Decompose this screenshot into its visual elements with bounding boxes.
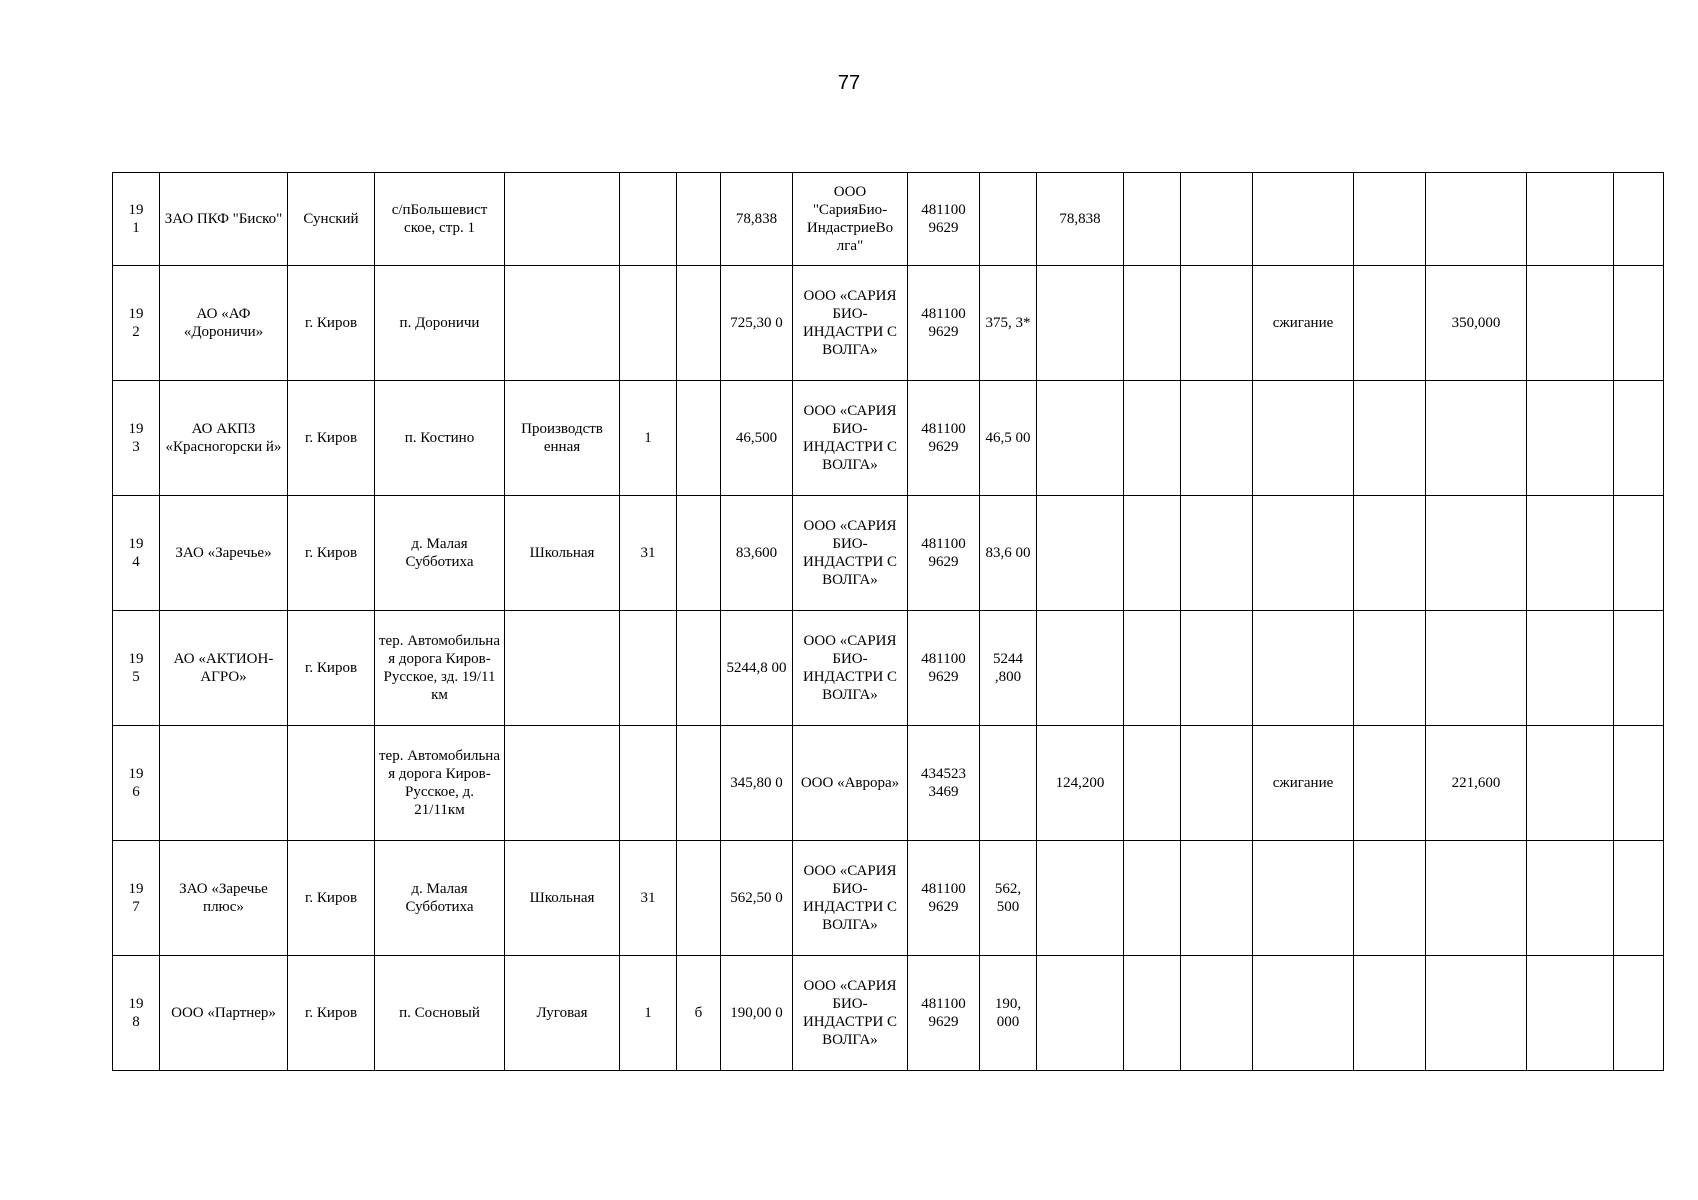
table-cell xyxy=(1426,956,1527,1071)
table-cell xyxy=(1527,841,1614,956)
table-cell xyxy=(1181,956,1253,1071)
table-cell xyxy=(1426,173,1527,266)
registry-table xyxy=(112,172,1664,1071)
table-cell: п. Дороничи xyxy=(375,266,505,381)
table-cell xyxy=(1354,611,1426,726)
table-cell xyxy=(1181,726,1253,841)
table-cell xyxy=(1614,266,1664,381)
table-cell: 481100 9629 xyxy=(908,496,980,611)
table-cell: сжигание xyxy=(1253,726,1354,841)
table-cell xyxy=(1124,173,1181,266)
table-cell xyxy=(1426,611,1527,726)
table-cell: ЗАО «Заречье» xyxy=(160,496,288,611)
page-number: 77 xyxy=(837,72,861,94)
table-row xyxy=(113,496,1664,611)
table-cell: АО «АКТИОН-АГРО» xyxy=(160,611,288,726)
table-cell: 31 xyxy=(620,841,677,956)
table-cell: ЗАО «Заречье плюс» xyxy=(160,841,288,956)
table-cell: 19 2 xyxy=(113,266,160,381)
table-body xyxy=(113,173,1664,1071)
table-cell xyxy=(1614,381,1664,496)
table-cell: с/пБольшевист ское, стр. 1 xyxy=(375,173,505,266)
table-cell: 562,50 0 xyxy=(721,841,793,956)
table-cell xyxy=(1354,956,1426,1071)
table-cell: д. Малая Субботиха xyxy=(375,496,505,611)
table-cell xyxy=(1354,266,1426,381)
table-cell xyxy=(677,266,721,381)
table-cell: ООО «Партнер» xyxy=(160,956,288,1071)
table-cell xyxy=(505,726,620,841)
table-cell xyxy=(1614,496,1664,611)
table-cell: г. Киров xyxy=(288,496,375,611)
table-cell: 562, 500 xyxy=(980,841,1037,956)
table-cell xyxy=(1124,496,1181,611)
table-cell: Луговая xyxy=(505,956,620,1071)
table-cell: д. Малая Субботиха xyxy=(375,841,505,956)
table-cell xyxy=(677,496,721,611)
table-cell xyxy=(1181,266,1253,381)
table-cell xyxy=(1037,496,1124,611)
table-cell: б xyxy=(677,956,721,1071)
table-cell xyxy=(1426,496,1527,611)
table-cell xyxy=(1354,841,1426,956)
table-cell: 350,000 xyxy=(1426,266,1527,381)
table-cell: 5244 ,800 xyxy=(980,611,1037,726)
table-cell xyxy=(1354,173,1426,266)
table-cell xyxy=(1181,173,1253,266)
table-cell: 481100 9629 xyxy=(908,173,980,266)
table-row xyxy=(113,173,1664,266)
table-cell xyxy=(677,841,721,956)
table-cell xyxy=(1527,496,1614,611)
table-cell: 19 5 xyxy=(113,611,160,726)
table-cell xyxy=(620,266,677,381)
table-cell xyxy=(1037,611,1124,726)
table-cell xyxy=(1181,841,1253,956)
table-cell: ООО «САРИЯ БИО-ИНДАСТРИ С ВОЛГА» xyxy=(793,266,908,381)
table-cell: 78,838 xyxy=(1037,173,1124,266)
table-row xyxy=(113,611,1664,726)
table-cell: 190,00 0 xyxy=(721,956,793,1071)
table-cell: тер. Автомобильна я дорога Киров-Русское, д. 21/11км xyxy=(375,726,505,841)
table-cell xyxy=(288,726,375,841)
table-cell: 31 xyxy=(620,496,677,611)
table-cell: Школьная xyxy=(505,496,620,611)
table-cell: 725,30 0 xyxy=(721,266,793,381)
table-cell: 1 xyxy=(620,956,677,1071)
table-cell: 221,600 xyxy=(1426,726,1527,841)
table-cell: 481100 9629 xyxy=(908,381,980,496)
table-cell: 190, 000 xyxy=(980,956,1037,1071)
table-cell xyxy=(1527,611,1614,726)
table-cell: Сунский xyxy=(288,173,375,266)
table-cell: 434523 3469 xyxy=(908,726,980,841)
table-cell xyxy=(1037,841,1124,956)
table-cell xyxy=(505,266,620,381)
table-cell xyxy=(1527,726,1614,841)
table-cell: г. Киров xyxy=(288,266,375,381)
table-cell: ООО «САРИЯ БИО-ИНДАСТРИ С ВОЛГА» xyxy=(793,611,908,726)
table-cell xyxy=(620,611,677,726)
table-cell xyxy=(1253,381,1354,496)
table-row xyxy=(113,956,1664,1071)
table-cell: ООО «САРИЯ БИО-ИНДАСТРИ С ВОЛГА» xyxy=(793,496,908,611)
table-cell xyxy=(1527,266,1614,381)
table-cell xyxy=(1124,956,1181,1071)
table-cell: г. Киров xyxy=(288,956,375,1071)
table-cell xyxy=(980,173,1037,266)
table-cell xyxy=(1124,611,1181,726)
table-cell xyxy=(677,381,721,496)
table-cell xyxy=(620,173,677,266)
table-cell: 19 3 xyxy=(113,381,160,496)
table-cell xyxy=(1181,381,1253,496)
table-cell: г. Киров xyxy=(288,611,375,726)
table-cell xyxy=(1037,956,1124,1071)
table-cell: ООО «САРИЯ БИО-ИНДАСТРИ С ВОЛГА» xyxy=(793,381,908,496)
table-cell: сжигание xyxy=(1253,266,1354,381)
table-cell xyxy=(1614,956,1664,1071)
table-cell: АО АКПЗ «Красногорски й» xyxy=(160,381,288,496)
table-cell: 19 8 xyxy=(113,956,160,1071)
table-cell xyxy=(1124,726,1181,841)
table-cell xyxy=(1426,841,1527,956)
table-cell xyxy=(1253,956,1354,1071)
table-cell xyxy=(677,611,721,726)
table-row xyxy=(113,841,1664,956)
table-row xyxy=(113,726,1664,841)
table-cell: 19 4 xyxy=(113,496,160,611)
table-cell xyxy=(160,726,288,841)
table-cell xyxy=(1527,173,1614,266)
table-cell xyxy=(1527,956,1614,1071)
table-cell xyxy=(1614,841,1664,956)
table-cell: АО «АФ «Дороничи» xyxy=(160,266,288,381)
table-cell: ООО «Аврора» xyxy=(793,726,908,841)
table-cell xyxy=(1354,381,1426,496)
table-cell xyxy=(1124,841,1181,956)
table-cell xyxy=(980,726,1037,841)
table-cell xyxy=(1614,611,1664,726)
table-cell xyxy=(1253,611,1354,726)
table-cell: 19 7 xyxy=(113,841,160,956)
table-cell: 481100 9629 xyxy=(908,611,980,726)
table-cell: п. Костино xyxy=(375,381,505,496)
table-cell xyxy=(1181,611,1253,726)
table-cell xyxy=(1124,266,1181,381)
table-cell: ООО "СарияБио-ИндастриеВо лга" xyxy=(793,173,908,266)
table-row xyxy=(113,266,1664,381)
table-cell xyxy=(1354,726,1426,841)
table-row xyxy=(113,381,1664,496)
table-cell xyxy=(1354,496,1426,611)
table-cell: ООО «САРИЯ БИО-ИНДАСТРИ С ВОЛГА» xyxy=(793,841,908,956)
table-cell: 124,200 xyxy=(1037,726,1124,841)
table-cell xyxy=(620,726,677,841)
table-cell: 345,80 0 xyxy=(721,726,793,841)
table-cell xyxy=(505,611,620,726)
table-cell: 19 1 xyxy=(113,173,160,266)
table-cell xyxy=(1614,726,1664,841)
table-cell: Производств енная xyxy=(505,381,620,496)
table-cell xyxy=(1124,381,1181,496)
table-cell: г. Киров xyxy=(288,841,375,956)
table-cell: ООО «САРИЯ БИО-ИНДАСТРИ С ВОЛГА» xyxy=(793,956,908,1071)
table-cell: 481100 9629 xyxy=(908,841,980,956)
table-cell xyxy=(677,173,721,266)
table-cell: тер. Автомобильна я дорога Киров-Русское, зд. 19/11 км xyxy=(375,611,505,726)
table-cell: 19 6 xyxy=(113,726,160,841)
table-cell: 46,5 00 xyxy=(980,381,1037,496)
table-cell: 78,838 xyxy=(721,173,793,266)
table-cell: ЗАО ПКФ "Биско" xyxy=(160,173,288,266)
table-cell xyxy=(1253,841,1354,956)
table-cell xyxy=(1426,381,1527,496)
table-cell: п. Сосновый xyxy=(375,956,505,1071)
table-cell: г. Киров xyxy=(288,381,375,496)
table-cell: 83,6 00 xyxy=(980,496,1037,611)
table-cell xyxy=(677,726,721,841)
table-cell xyxy=(1253,496,1354,611)
table-cell xyxy=(1037,381,1124,496)
table-cell xyxy=(1614,173,1664,266)
table-cell xyxy=(1037,266,1124,381)
table-cell xyxy=(1253,173,1354,266)
table-cell: 46,500 xyxy=(721,381,793,496)
table-cell: 481100 9629 xyxy=(908,956,980,1071)
table-cell: 5244,8 00 xyxy=(721,611,793,726)
table-cell: 375, 3* xyxy=(980,266,1037,381)
table-cell: 83,600 xyxy=(721,496,793,611)
table-cell: 1 xyxy=(620,381,677,496)
table-cell: Школьная xyxy=(505,841,620,956)
table-cell xyxy=(1527,381,1614,496)
table-cell xyxy=(1181,496,1253,611)
table-cell xyxy=(505,173,620,266)
table-cell: 481100 9629 xyxy=(908,266,980,381)
